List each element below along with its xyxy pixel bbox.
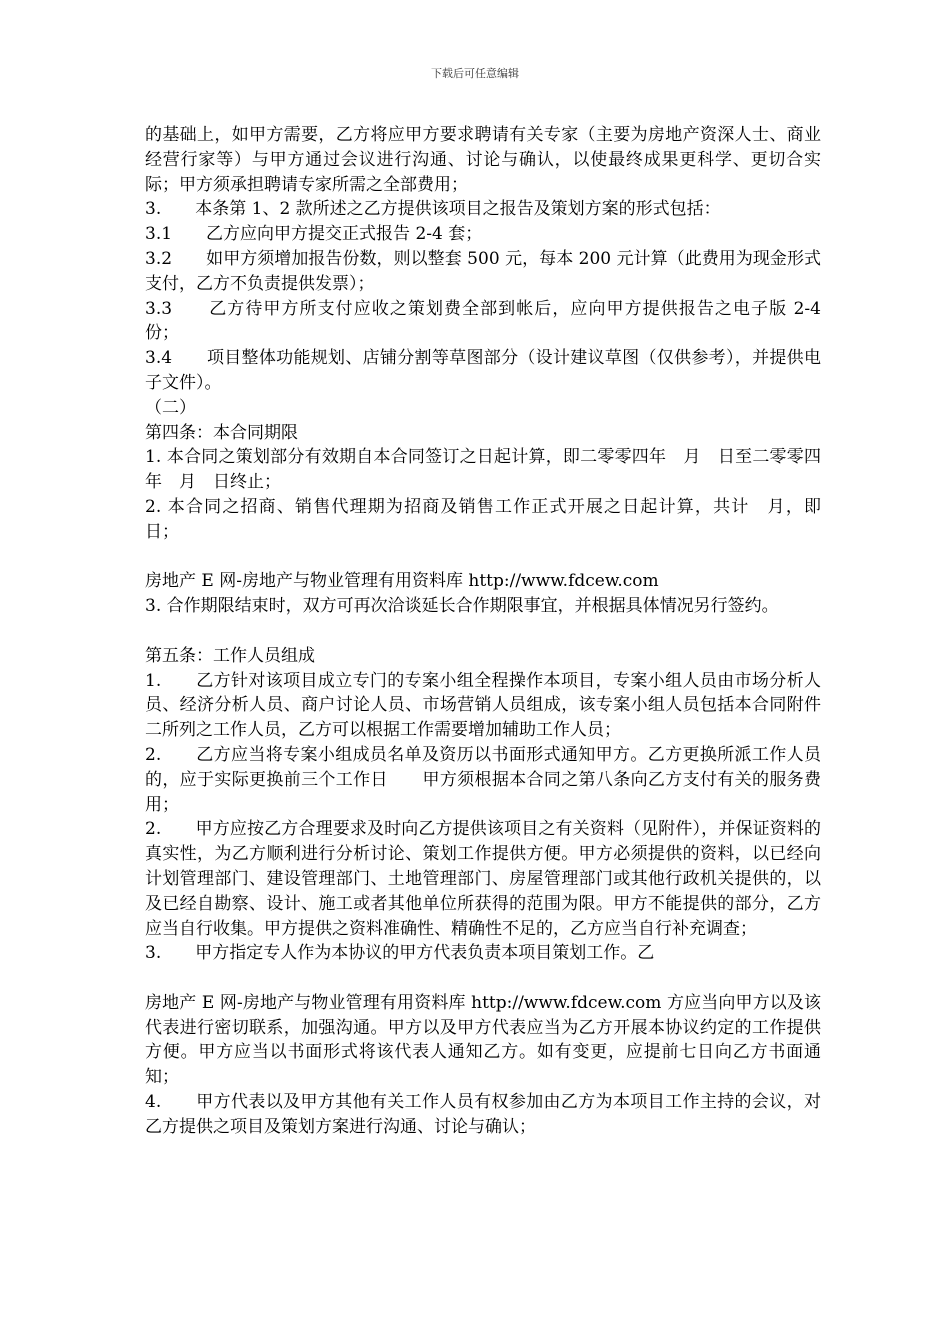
paragraph: 2. 本合同之招商、销售代理期为招商及销售工作正式开展之日起计算，共计 月，即 日； (145, 496, 838, 542)
section-number: （二） (145, 397, 196, 418)
paragraph: 1. 本合同之策划部分有效期自本合同签订之日起计算，即二零零四年 月 日至二零零四年 月 日终止； (145, 447, 821, 493)
paragraph: 的基础上，如甲方需要，乙方将应甲方要求聘请有关专家（主要为房地产资深人士、商业经营行家等）与甲方通过会议进行沟通、讨论与确认，以使最终成果更科学、更切合实际；甲方须承担聘请专家所需之全部费用； (145, 125, 821, 195)
source-watermark-line: 房地产 E 网-房地产与物业管理有用资料库 http://www.fdcew.com (145, 571, 659, 592)
paragraph: 3.4 项目整体功能规划、店铺分割等草图部分（设计建议草图（仅供参考），并提供电子文件）。 (145, 348, 821, 393)
blank-line (145, 619, 821, 644)
blank-line (145, 545, 821, 570)
paragraph: 2. 乙方应当将专案小组成员名单及资历以书面形式通知甲方。乙方更换所派工作人员的，应于实际更换前三个工作日 甲方须根据本合同之第八条向乙方支付有关的服务费用； (145, 744, 821, 815)
paragraph: 3.3 乙方待甲方所支付应收之策划费全部到帐后，应向甲方提供报告之电子版 2-4 份； (145, 298, 827, 344)
paragraph: 3. 合作期限结束时，双方可再次洽谈延长合作期限事宜，并根据具体情况另行签约。 (145, 596, 779, 617)
paragraph: 2. 甲方应按乙方合理要求及时向乙方提供该项目之有关资料（见附件），并保证资料的真实性，为乙方顺利进行分析讨论、策划工作提供方便。甲方必须提供的资料，以已经向计划管理部门、建设管理部门、土地管理部门、房屋管理部门或其他行政机关提供的，以及已经自勘察、设计、施工或者其他单位所获得的范围为限。甲方不能提供的部分，乙方应当自行收集。甲方提供之资料准确性、精确性不足的，乙方应当自行补充调查； (145, 819, 821, 939)
paragraph: 1. 乙方针对该项目成立专门的专案小组全程操作本项目，专案小组人员由市场分析人员、经济分析人员、商户讨论人员、市场营销人员组成，该专案小组人员包括本合同附件二所列之工作人员，乙方可以根据工作需要增加辅助工作人员； (145, 670, 821, 741)
article-heading: 第四条：本合同期限 (145, 422, 298, 443)
paragraph: 房地产 E 网-房地产与物业管理有用资料库 http://www.fdcew.com 方应当向甲方以及该代表进行密切联系，加强沟通。甲方以及甲方代表应当为乙方开展本协议约定的工作提供方便。甲方应当以书面形式将该代表人通知乙方。如有变更，应提前七日向乙方书面通知； (145, 992, 821, 1088)
contract-body (145, 123, 838, 1140)
paragraph: 3. 甲方指定专人作为本协议的甲方代表负责本项目策划工作。乙 (145, 943, 655, 964)
paragraph: 3.2 如甲方须增加报告份数，则以整套 500 元，每本 200 元计算（此费用为现金形式支付，乙方不负责提供发票）； (145, 248, 821, 294)
page-header: 下载后可任意编辑 (431, 67, 519, 80)
paragraph: 4. 甲方代表以及甲方其他有关工作人员有权参加由乙方为本项目工作主持的会议，对乙方提供之项目及策划方案进行沟通、讨论与确认； (145, 1092, 821, 1137)
paragraph: 3. 本条第 1、2 款所述之乙方提供该项目之报告及策划方案的形式包括： (145, 199, 721, 220)
blank-line (145, 966, 821, 991)
article-heading: 第五条：工作人员组成 (145, 645, 315, 666)
paragraph: 3.1 乙方应向甲方提交正式报告 2-4 套； (145, 224, 483, 245)
